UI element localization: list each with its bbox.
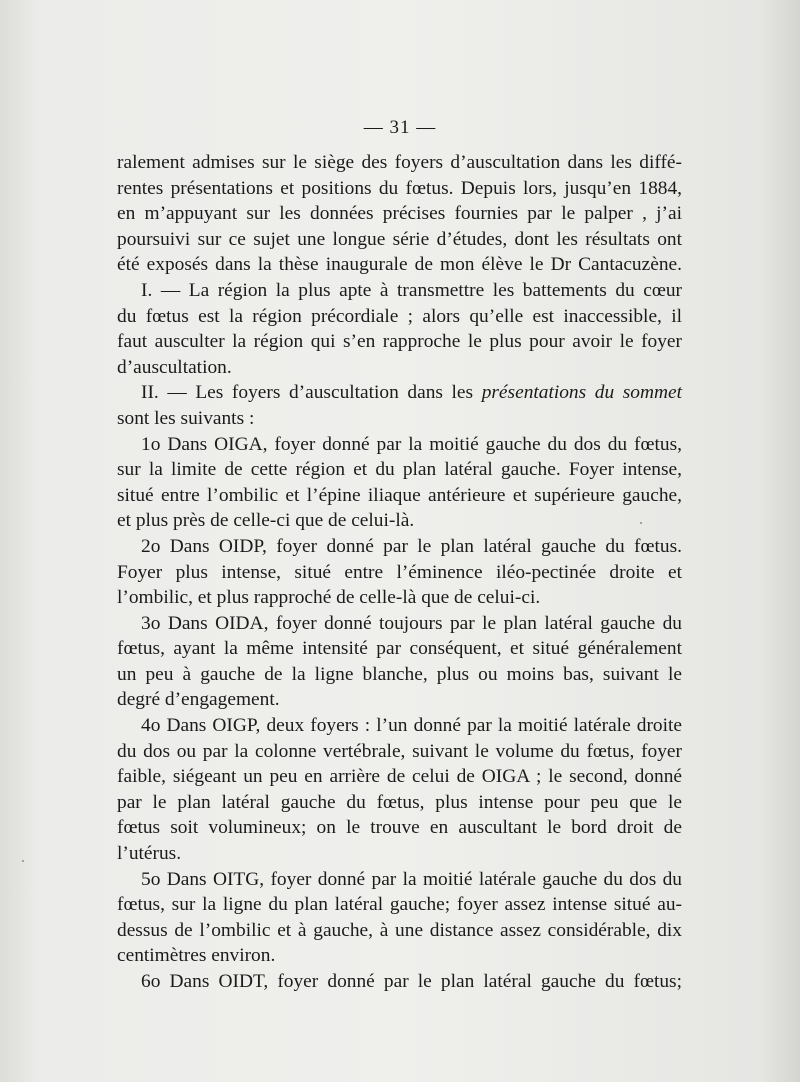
text-line: ralement admises sur le siège des foyers d’auscultation dans les diffé-: [117, 152, 682, 173]
text-line: situé entre l’ombilic et l’épine iliaque antérieure et supérieure gauche,: [117, 484, 682, 506]
text-line: 4o Dans OIGP, deux foyers : l’un donné par la moitié latérale droite: [141, 715, 682, 737]
text-line: fœtus, sur la ligne du plan latéral gauche; foyer assez intense situé au-: [117, 894, 682, 916]
paper-speck: [22, 860, 24, 862]
text-line: 1o Dans OIGA, foyer donné par la moitié gauche du dos du fœtus,: [141, 433, 682, 455]
text-line: et plus près de celle-ci que de celui-là.: [117, 510, 415, 532]
text-line: dessus de l’ombilic et à gauche, à une distance assez considérable, dix: [117, 919, 682, 941]
text-line: fœtus soit volumineux; on le trouve en auscultant le bord droit de: [117, 817, 682, 839]
text-line: rentes présentations et positions du fœtus. Depuis lors, jusqu’en 1884,: [117, 177, 682, 199]
text-line: 5o Dans OITG, foyer donné par la moitié latérale gauche du dos du: [141, 868, 682, 890]
text-line: été exposés dans la thèse inaugurale de mon élève le Dr Cantacuzène.: [117, 254, 682, 276]
body-text: [117, 150, 682, 995]
text-line: d’auscultation.: [117, 356, 232, 378]
text-line: fœtus, ayant la même intensité par conséquent, et situé généralement: [117, 638, 682, 660]
text-line: du dos ou par la colonne vertébrale, suivant le volume du fœtus, foyer: [117, 740, 682, 762]
text-line: par le plan latéral gauche du fœtus, plus intense pour peu que le: [117, 791, 682, 813]
text-line: sur la limite de cette région et du plan latéral gauche. Foyer intense,: [117, 459, 682, 481]
text-line: II. — Les foyers d’auscultation dans les présentations du sommet: [141, 382, 682, 404]
text-line: 6o Dans OIDT, foyer donné par le plan latéral gauche du fœtus;: [141, 971, 682, 992]
text-line: un peu à gauche de la ligne blanche, plus ou moins bas, suivant le: [117, 663, 682, 685]
text-line: sont les suivants :: [117, 407, 255, 429]
page-number: — 31 —: [363, 117, 437, 138]
text-line: poursuivi sur ce sujet une longue série d’études, dont les résultats ont: [117, 228, 682, 250]
text-line: 3o Dans OIDA, foyer donné toujours par le plan latéral gauche du: [141, 612, 682, 634]
paper-speck: [640, 522, 642, 524]
text-line: faible, siégeant un peu en arrière de celui de OIGA ; le second, donné: [117, 766, 682, 788]
text-line: degré d’engagement.: [117, 689, 280, 711]
text-line: l’ombilic, et plus rapproché de celle-là que de celui-ci.: [117, 587, 541, 609]
text-line: l’utérus.: [117, 843, 182, 865]
text-line: 2o Dans OIDP, foyer donné par le plan latéral gauche du fœtus.: [141, 535, 682, 557]
text-line: du fœtus est la région précordiale ; alors qu’elle est inaccessible, il: [117, 305, 682, 327]
text-line: Foyer plus intense, situé entre l’éminence iléo-pectinée droite et: [117, 561, 682, 583]
text-line: I. — La région la plus apte à transmettre les battements du cœur: [141, 279, 682, 301]
text-line: faut ausculter la région qui s’en rapproche le plus pour avoir le foyer: [117, 331, 682, 353]
text-line: en m’appuyant sur les données précises fournies par le palper , j’ai: [117, 203, 682, 225]
text-line: centimètres environ.: [117, 945, 276, 967]
